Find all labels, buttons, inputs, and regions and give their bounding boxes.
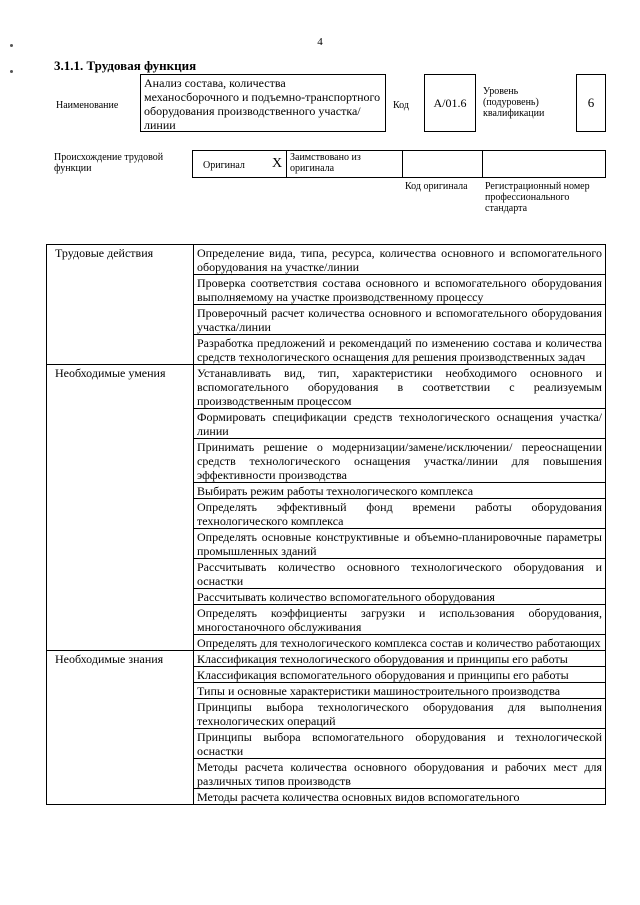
section-title: Необходимые знания	[47, 651, 194, 805]
code-value: А/01.6	[424, 74, 476, 132]
section-item: Классификация вспомогательного оборудования и принципы его работы	[194, 667, 606, 683]
page-number: 4	[317, 36, 323, 48]
section-item: Рассчитывать количество вспомогательного оборудования	[194, 589, 606, 605]
scan-speck	[10, 70, 13, 73]
section-item: Определять для технологического комплекса состав и количество работающих	[194, 635, 606, 651]
table-row	[47, 365, 606, 409]
code-original-label: Код оригинала	[405, 181, 468, 192]
borrowed-label: Заимствовано из оригинала	[290, 152, 361, 174]
section-item: Определение вида, типа, ресурса, количества основного и вспомогательного оборудования на участке/линии	[194, 245, 606, 275]
section-item: Типы и основные характеристики машиностроительного производства	[194, 683, 606, 699]
code-label: Код	[393, 100, 409, 111]
original-checkmark: X	[272, 156, 283, 171]
function-name-value: Анализ состава, количества механосборочного и подъемно-транспортного оборудования производственного участка/линии	[140, 74, 386, 132]
section-item: Определять эффективный фонд времени работы оборудования технологического комплекса	[194, 499, 606, 529]
code-original-cell	[402, 151, 482, 177]
reg-number-label: Регистрационный номер профессионального стандарта	[485, 181, 590, 214]
original-label: Оригинал	[203, 160, 245, 171]
section-item: Определять коэффициенты загрузки и использования оборудования, многостаночного обслуживания	[194, 605, 606, 635]
section-item: Проверочный расчет количества основного и вспомогательного оборудования участка/линии	[194, 305, 606, 335]
qualification-level-label: Уровень (подуровень) квалификации	[483, 86, 545, 119]
origin-strip	[192, 150, 606, 178]
section-item: Принимать решение о модернизации/замене/исключении/ переоснащении средств технологического оснащения участка/линии для повышения эффективности производства	[194, 439, 606, 483]
borrowed-cell	[286, 151, 402, 177]
section-item: Методы расчета количества основных видов вспомогательного	[194, 789, 606, 805]
section-title: Необходимые умения	[47, 365, 194, 651]
section-item: Разработка предложений и рекомендаций по изменению состава и количества средств технологического оснащения для решения производственных задач	[194, 335, 606, 365]
section-item: Выбирать режим работы технологического комплекса	[194, 483, 606, 499]
section-item: Методы расчета количества основного оборудования и рабочих мест для различных типов производств	[194, 759, 606, 789]
table-row	[47, 245, 606, 275]
qualification-level-value: 6	[576, 74, 606, 132]
section-item: Рассчитывать количество основного технологического оборудования и оснастки	[194, 559, 606, 589]
section-item: Принципы выбора вспомогательного оборудования и технологической оснастки	[194, 729, 606, 759]
section-item: Формировать спецификации средств технологического оснащения участка/линии	[194, 409, 606, 439]
section-heading: 3.1.1. Трудовая функция	[54, 58, 197, 73]
reg-number-cell	[482, 151, 607, 177]
section-item: Классификация технологического оборудования и принципы его работы	[194, 651, 606, 667]
labor-function-table	[46, 244, 606, 805]
section-item: Принципы выбора технологического оборудования для выполнения технологических операций	[194, 699, 606, 729]
section-item: Проверка соответствия состава основного и вспомогательного оборудования выполняемому на участке производственному процессу	[194, 275, 606, 305]
origin-label: Происхождение трудовой функции	[54, 152, 164, 174]
name-label: Наименование	[56, 100, 119, 111]
section-title: Трудовые действия	[47, 245, 194, 365]
section-item: Устанавливать вид, тип, характеристики необходимого основного и вспомогательного оборудования в соответствии с реализуемым производственным процессом	[194, 365, 606, 409]
section-item: Определять основные конструктивные и объемно-планировочные параметры промышленных зданий	[194, 529, 606, 559]
table-row	[47, 651, 606, 667]
